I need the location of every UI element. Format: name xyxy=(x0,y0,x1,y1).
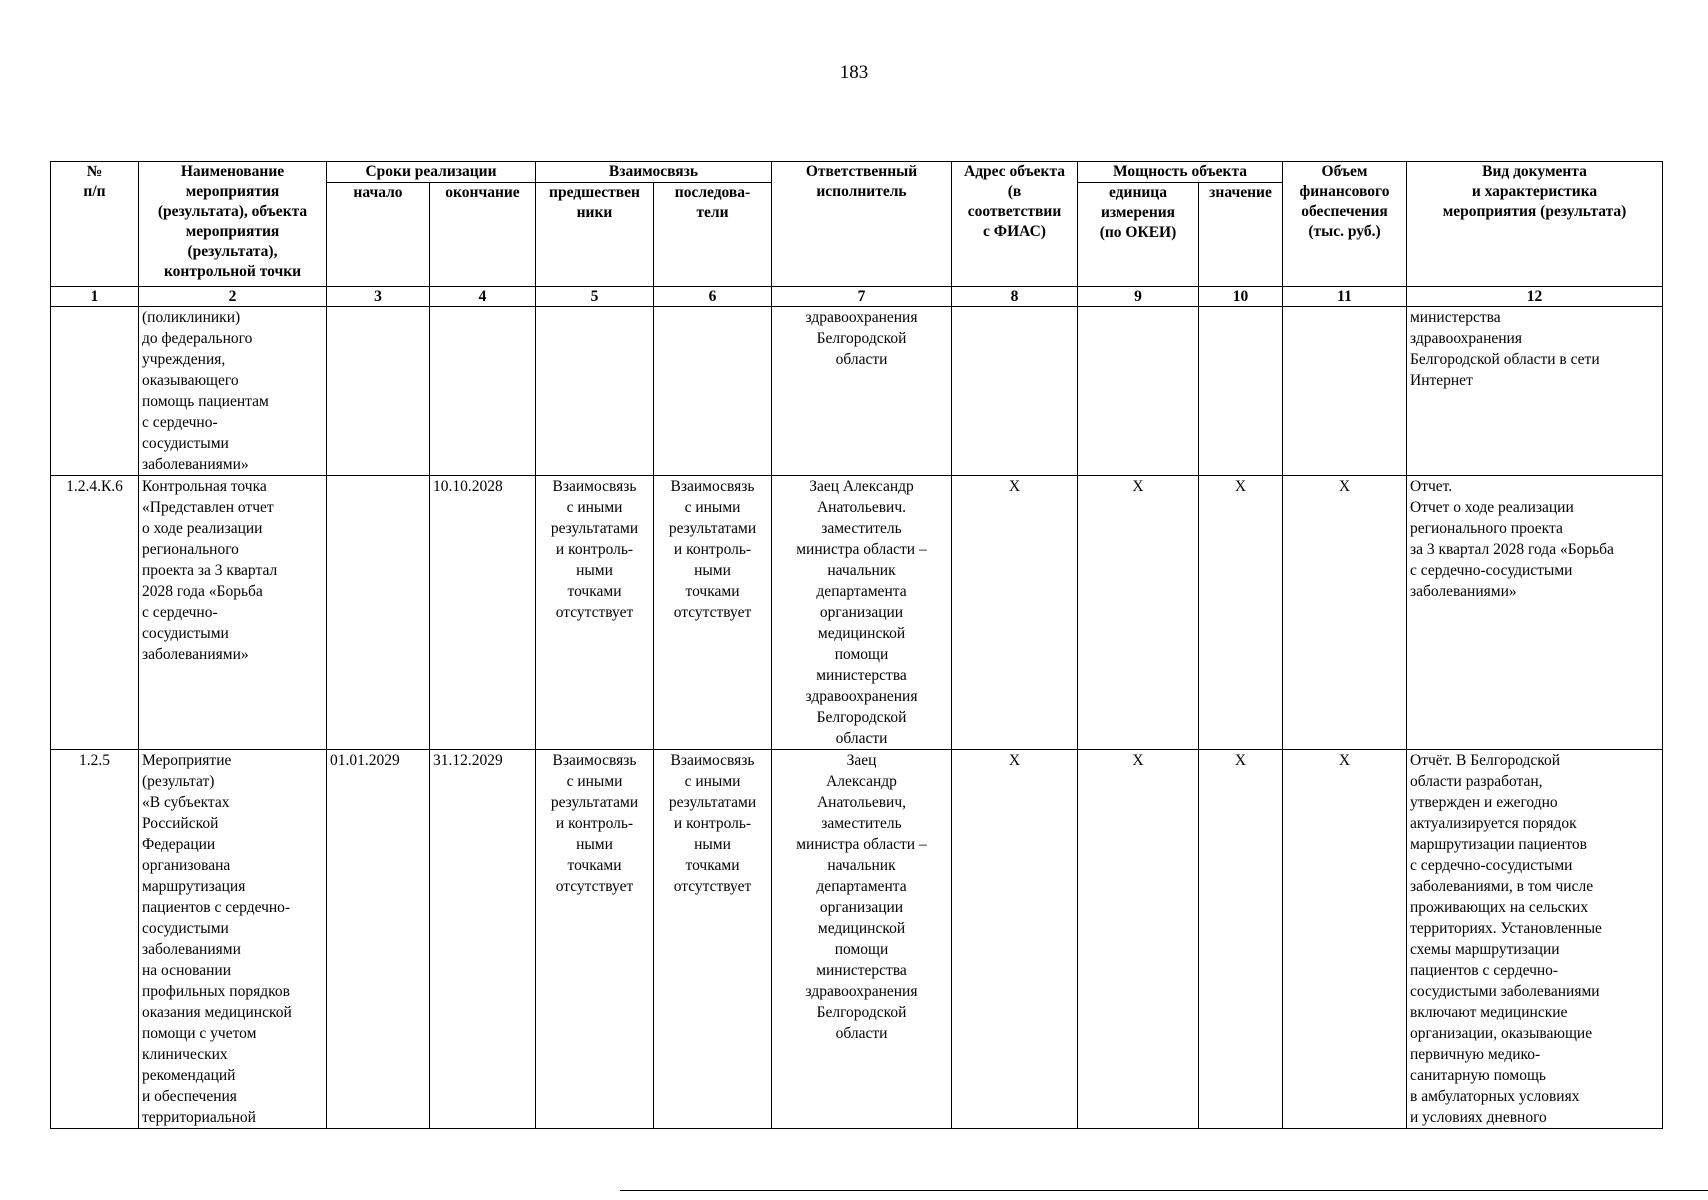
row-start xyxy=(327,307,430,476)
row-number: 1.2.5 xyxy=(51,750,139,1129)
header-name: Наименование мероприятия (результата), объекта мероприятия (результата), контрольной точки xyxy=(139,162,327,287)
column-number: 11 xyxy=(1283,287,1407,307)
row-successors: Взаимосвязь с иными результатами и контроль- ными точками отсутствует xyxy=(654,750,772,1129)
header-successors: последова- тели xyxy=(654,183,772,287)
row-value: Х xyxy=(1199,750,1283,1129)
page-bottom-rule xyxy=(620,1190,1708,1191)
row-document: Отчет. Отчет о ходе реализации регионального проекта за 3 квартал 2028 года «Борьба с сердечно-сосудистыми заболеваниями» xyxy=(1407,476,1663,750)
header-address: Адрес объекта (в соответствии с ФИАС) xyxy=(952,162,1078,287)
row-address: Х xyxy=(952,476,1078,750)
row-value: Х xyxy=(1199,476,1283,750)
column-number: 4 xyxy=(430,287,536,307)
row-name: Контрольная точка «Представлен отчет о ходе реализации регионального проекта за 3 квартал 2028 года «Борьба с сердечно- сосудистыми заболеваниями» xyxy=(139,476,327,750)
row-finance: Х xyxy=(1283,476,1407,750)
row-start: 01.01.2029 xyxy=(327,750,430,1129)
row-number xyxy=(51,307,139,476)
column-number: 2 xyxy=(139,287,327,307)
header-responsible: Ответственный исполнитель xyxy=(772,162,952,287)
row-name: (поликлиники) до федерального учреждения, оказывающего помощь пациентам с сердечно- сосудистыми заболеваниями» xyxy=(139,307,327,476)
header-end: окончание xyxy=(430,183,536,287)
row-end: 31.12.2029 xyxy=(430,750,536,1129)
row-address: Х xyxy=(952,750,1078,1129)
row-name: Мероприятие (результат) «В субъектах Российской Федерации организована маршрутизация пациентов с сердечно- сосудистыми заболеваниями на основании профильных порядков оказания медицинской помощи с учетом клинических рекомендаций и обеспечения территориальной xyxy=(139,750,327,1129)
header-start: начало xyxy=(327,183,430,287)
header-document: Вид документа и характеристика мероприятия (результата) xyxy=(1407,162,1663,287)
header-links-group: Взаимосвязь xyxy=(536,162,772,183)
row-document: Отчёт. В Белгородской области разработан, утвержден и ежегодно актуализируется порядок маршрутизации пациентов с сердечно-сосудистыми заболеваниями, в том числе проживающих на сельских территориях. Установленные схемы маршрутизации пациентов с сердечно- сосудистыми заболеваниями включают медицинские организации, оказывающие первичную медико- санитарную помощь в амбулаторных условиях и условиях дневного xyxy=(1407,750,1663,1129)
row-number: 1.2.4.К.6 xyxy=(51,476,139,750)
page-number: 183 xyxy=(839,62,869,83)
row-predecessors: Взаимосвязь с иными результатами и контроль- ными точками отсутствует xyxy=(536,476,654,750)
row-end xyxy=(430,307,536,476)
header-number: № п/п xyxy=(51,162,139,287)
table-row xyxy=(51,476,1663,750)
column-number: 1 xyxy=(51,287,139,307)
header-terms-group: Сроки реализации xyxy=(327,162,536,183)
row-responsible: Заец Александр Анатольевич, заместитель министра области – начальник департамента организации медицинской помощи министерства здравоохранения Белгородской области xyxy=(772,750,952,1129)
row-start xyxy=(327,476,430,750)
column-number: 8 xyxy=(952,287,1078,307)
row-predecessors xyxy=(536,307,654,476)
table-row xyxy=(51,307,1663,476)
row-responsible: Заец Александр Анатольевич. заместитель министра области – начальник департамента организации медицинской помощи министерства здравоохранения Белгородской области xyxy=(772,476,952,750)
row-unit xyxy=(1078,307,1199,476)
header-capacity-group: Мощность объекта xyxy=(1078,162,1283,183)
column-numbers-row xyxy=(51,287,1663,307)
column-number: 9 xyxy=(1078,287,1199,307)
column-number: 3 xyxy=(327,287,430,307)
row-successors xyxy=(654,307,772,476)
header-finance: Объем финансового обеспечения (тыс. руб.) xyxy=(1283,162,1407,287)
row-unit: Х xyxy=(1078,476,1199,750)
row-finance xyxy=(1283,307,1407,476)
row-predecessors: Взаимосвязь с иными результатами и контроль- ными точками отсутствует xyxy=(536,750,654,1129)
row-responsible: здравоохранения Белгородской области xyxy=(772,307,952,476)
row-document: министерства здравоохранения Белгородской области в сети Интернет xyxy=(1407,307,1663,476)
row-value xyxy=(1199,307,1283,476)
header-predecessors: предшествен ники xyxy=(536,183,654,287)
header-unit: единица измерения (по ОКЕИ) xyxy=(1078,183,1199,287)
row-unit: Х xyxy=(1078,750,1199,1129)
column-number: 10 xyxy=(1199,287,1283,307)
row-successors: Взаимосвязь с иными результатами и контроль- ными точками отсутствует xyxy=(654,476,772,750)
row-address xyxy=(952,307,1078,476)
column-number: 12 xyxy=(1407,287,1663,307)
row-end: 10.10.2028 xyxy=(430,476,536,750)
column-number: 5 xyxy=(536,287,654,307)
project-plan-table xyxy=(50,161,1663,1129)
column-number: 6 xyxy=(654,287,772,307)
table-row xyxy=(51,750,1663,1129)
header-value: значение xyxy=(1199,183,1283,287)
header-row-groups xyxy=(51,162,1663,183)
column-number: 7 xyxy=(772,287,952,307)
row-finance: Х xyxy=(1283,750,1407,1129)
